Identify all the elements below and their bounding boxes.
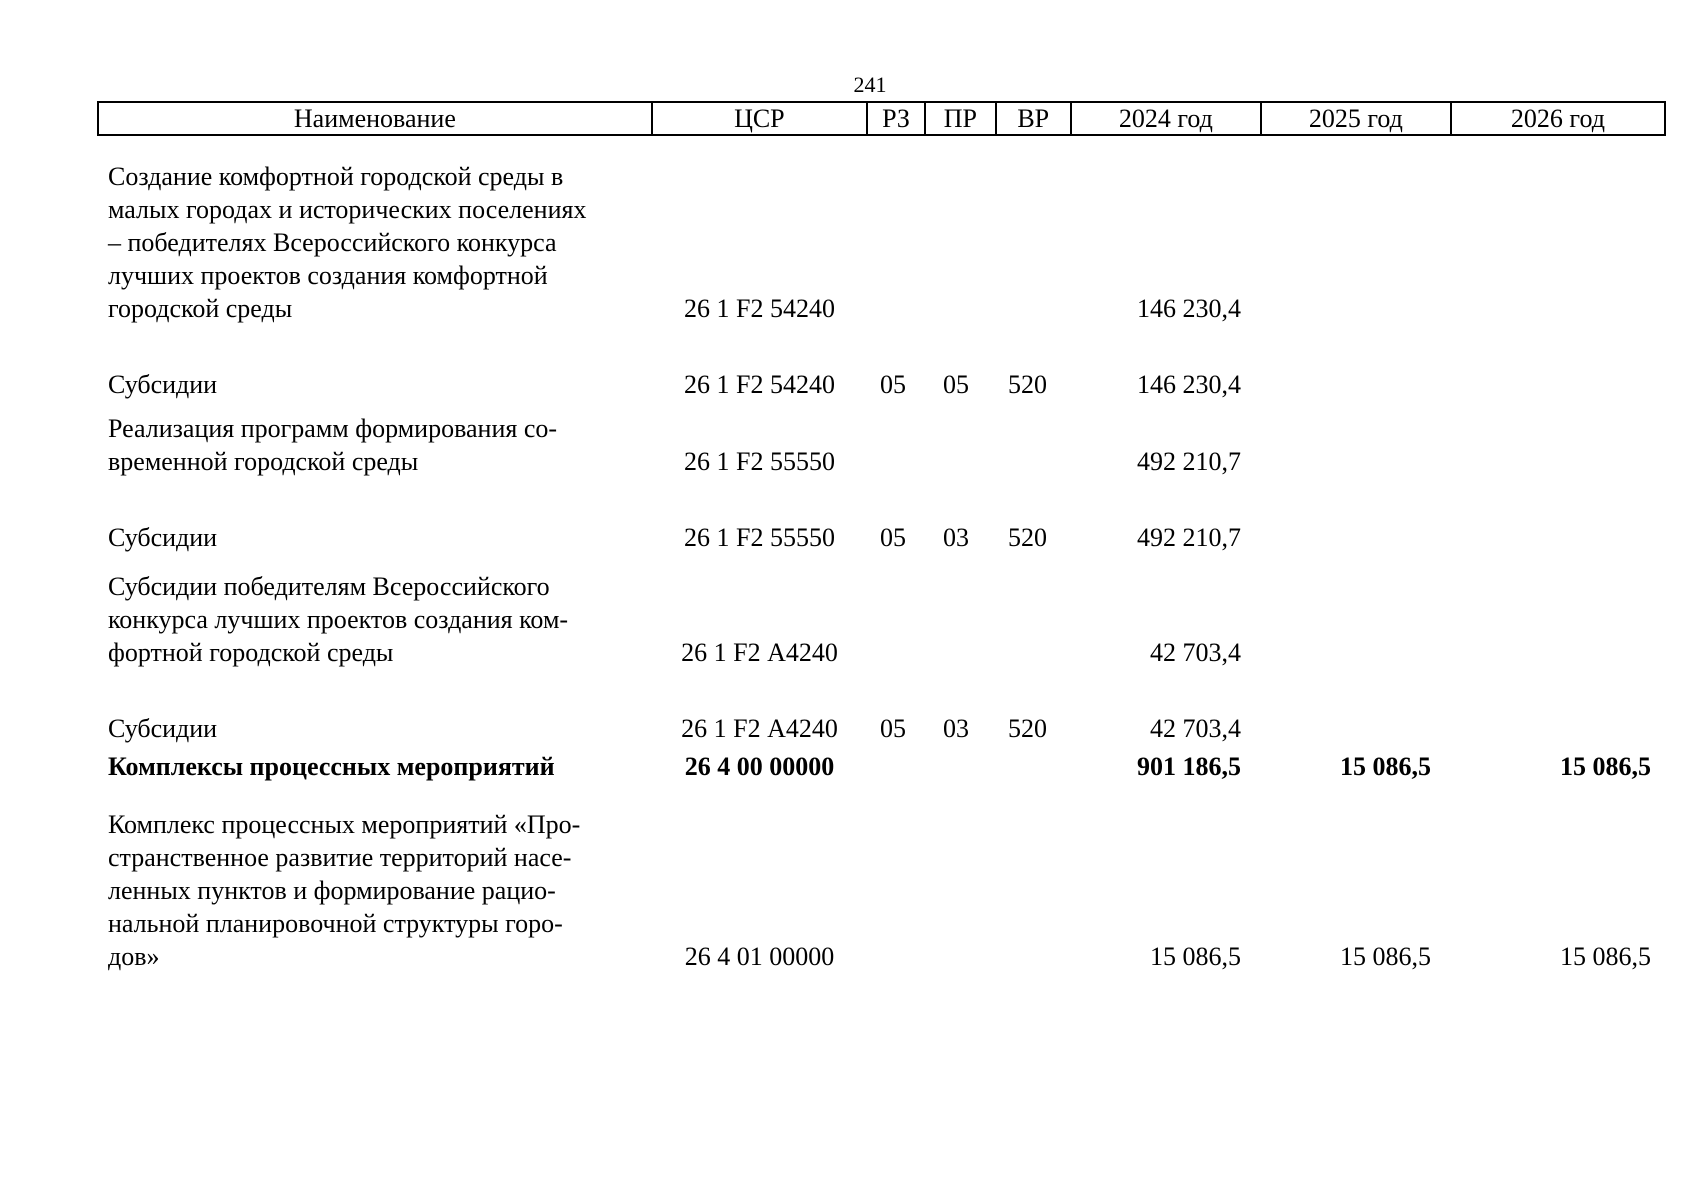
row-name: Реализация программ формирования со- временной городской среды bbox=[108, 414, 558, 476]
row-2026: 15 086,5 bbox=[1560, 942, 1651, 971]
page-number: 241 bbox=[853, 72, 887, 97]
row-csr: 26 1 F2 54240 bbox=[684, 370, 835, 399]
row-csr: 26 1 F2 А4240 bbox=[681, 714, 838, 743]
row-2024: 492 210,7 bbox=[1137, 447, 1241, 476]
row-name: Субсидии bbox=[108, 523, 218, 552]
row-2024: 146 230,4 bbox=[1137, 370, 1241, 399]
row-name: Комплексы процессных мероприятий bbox=[108, 752, 555, 781]
row-name: Субсидии bbox=[108, 370, 218, 399]
row-vr: 520 bbox=[1008, 370, 1047, 399]
row-csr: 26 1 F2 54240 bbox=[684, 294, 835, 323]
column-header-2025: 2025 год bbox=[1261, 102, 1451, 135]
column-header-csr: ЦСР bbox=[652, 102, 867, 135]
row-pr: 05 bbox=[943, 370, 969, 399]
column-header-2024: 2024 год bbox=[1071, 102, 1261, 135]
row-csr: 26 4 01 00000 bbox=[684, 942, 835, 971]
row-rz: 05 bbox=[880, 523, 906, 552]
row-2024: 15 086,5 bbox=[1150, 942, 1241, 971]
row-name: Комплекс процессных мероприятий «Про- странственное развитие территорий насе- ленных пунктов и формирование рацио- нальной планировочной структуры горо- дов» bbox=[108, 810, 581, 971]
row-2025: 15 086,5 bbox=[1340, 942, 1431, 971]
row-vr: 520 bbox=[1008, 714, 1047, 743]
row-2024: 42 703,4 bbox=[1150, 638, 1241, 667]
row-pr: 03 bbox=[943, 714, 969, 743]
row-name: Субсидии победителям Всероссийского конкурса лучших проектов создания ком- фортной городской среды bbox=[108, 572, 569, 667]
row-vr: 520 bbox=[1008, 523, 1047, 552]
row-2024: 146 230,4 bbox=[1137, 294, 1241, 323]
column-header-name: Наименование bbox=[98, 102, 652, 135]
row-2024: 901 186,5 bbox=[1137, 752, 1241, 781]
column-header-2026: 2026 год bbox=[1451, 102, 1665, 135]
row-2024: 42 703,4 bbox=[1150, 714, 1241, 743]
column-header-pr: ПР bbox=[925, 102, 995, 135]
row-csr: 26 1 F2 55550 bbox=[684, 523, 835, 552]
row-rz: 05 bbox=[880, 370, 906, 399]
row-pr: 03 bbox=[943, 523, 969, 552]
column-header-vr: ВР bbox=[996, 102, 1071, 135]
row-csr: 26 1 F2 А4240 bbox=[681, 638, 838, 667]
row-csr: 26 4 00 00000 bbox=[684, 752, 835, 781]
row-rz: 05 bbox=[880, 714, 906, 743]
row-name: Субсидии bbox=[108, 714, 218, 743]
row-2024: 492 210,7 bbox=[1137, 523, 1241, 552]
column-header-rz: РЗ bbox=[867, 102, 925, 135]
row-name: Создание комфортной городской среды в малых городах и исторических поселениях – победителях Всероссийского конкурса лучших проектов создания комфортной городской среды bbox=[108, 162, 587, 323]
row-2025: 15 086,5 bbox=[1340, 752, 1431, 781]
row-csr: 26 1 F2 55550 bbox=[684, 447, 835, 476]
row-2026: 15 086,5 bbox=[1560, 752, 1651, 781]
